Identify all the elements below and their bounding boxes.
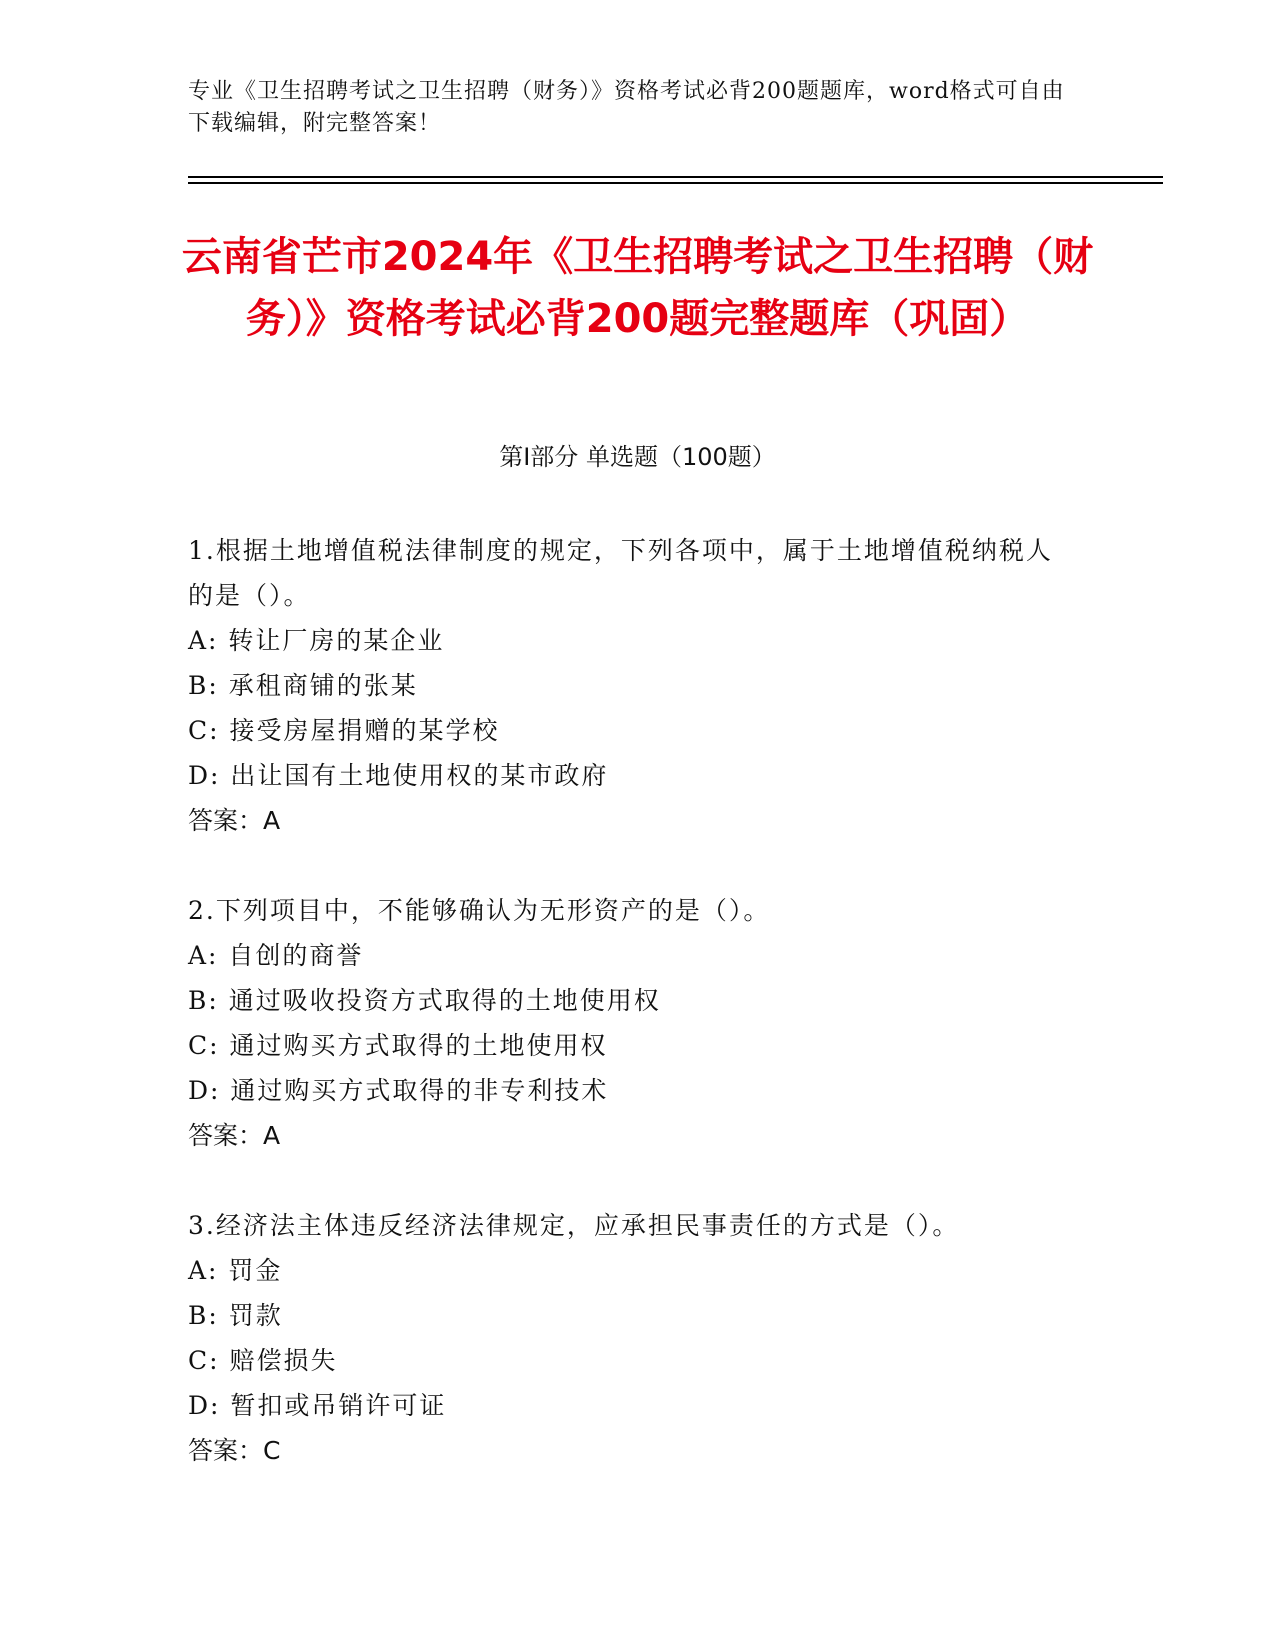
question-2: [188, 888, 1068, 1158]
question-stem: 2.下列项目中，不能够确认为无形资产的是（）。: [188, 896, 771, 925]
option-a: A: 转让厂房的某企业: [188, 626, 445, 655]
option-c: C: 赔偿损失: [188, 1346, 338, 1375]
question-stem: 3.经济法主体违反经济法律规定，应承担民事责任的方式是（）。: [188, 1211, 960, 1240]
question-list: [188, 528, 1068, 1518]
answer-label: 答案：: [188, 1436, 264, 1465]
option-d: D: 通过购买方式取得的非专利技术: [188, 1076, 609, 1105]
document-title: 云南省芒市2024年《卫生招聘考试之卫生招聘（财务）》资格考试必背200题完整题库（巩固）: [181, 234, 1094, 342]
question-stem: 1.根据土地增值税法律制度的规定，下列各项中，属于土地增值税纳税人的是（）。: [188, 536, 1053, 610]
option-a: A: 罚金: [188, 1256, 283, 1285]
question-1: [188, 528, 1068, 843]
section-title: 第I部分 单选题（100题）: [499, 443, 776, 471]
answer-line: [188, 1428, 1068, 1473]
answer-line: [188, 1113, 1068, 1158]
option-b: B: 通过吸收投资方式取得的土地使用权: [188, 986, 661, 1015]
answer-value: A: [263, 1121, 281, 1150]
answer-label: 答案：: [188, 806, 264, 835]
answer-value: A: [263, 806, 281, 835]
option-b: B: 承租商铺的张某: [188, 671, 418, 700]
option-d: D: 出让国有土地使用权的某市政府: [188, 761, 609, 790]
answer-line: [188, 798, 1068, 843]
option-d: D: 暂扣或吊销许可证: [188, 1391, 447, 1420]
question-3: [188, 1203, 1068, 1473]
option-a: A: 自创的商誉: [188, 941, 364, 970]
header-divider-bottom: [188, 182, 1163, 184]
answer-label: 答案：: [188, 1121, 264, 1150]
option-c: C: 通过购买方式取得的土地使用权: [188, 1031, 608, 1060]
option-c: C: 接受房屋捐赠的某学校: [188, 716, 500, 745]
header-divider-top: [188, 176, 1163, 178]
header-note: 专业《卫生招聘考试之卫生招聘（财务）》资格考试必背200题题库，word格式可自由下载编辑，附完整答案！: [188, 79, 1065, 136]
option-b: B: 罚款: [188, 1301, 283, 1330]
answer-value: C: [263, 1436, 281, 1465]
